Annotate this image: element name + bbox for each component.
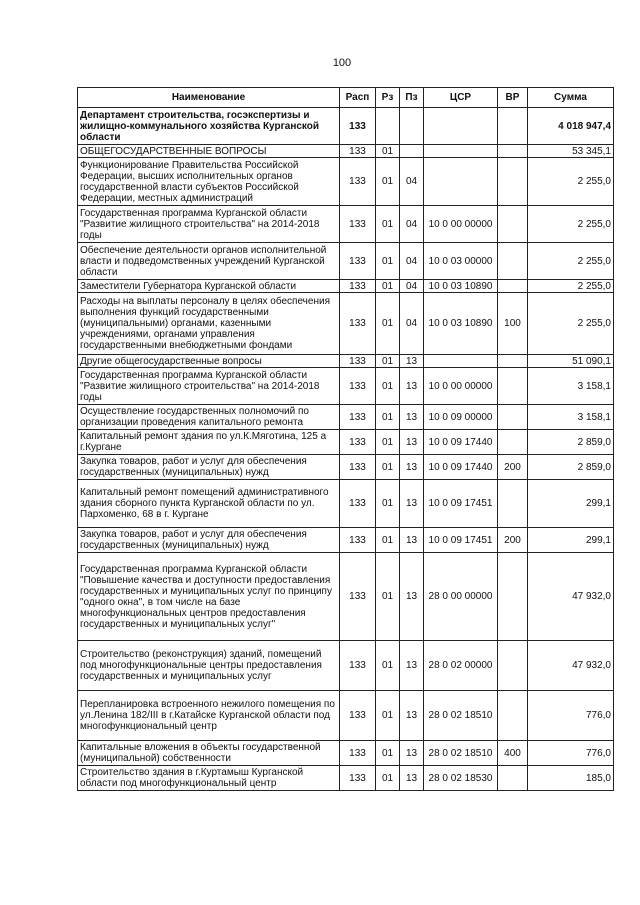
header-name: Наименование: [78, 88, 340, 108]
cell-pz: 04: [400, 293, 424, 355]
cell-rz: 01: [376, 158, 400, 206]
cell-vr: [498, 280, 528, 293]
cell-csr: 10 0 09 00000: [424, 405, 498, 430]
cell-rz: 01: [376, 280, 400, 293]
cell-vr: [498, 766, 528, 791]
cell-rz: 01: [376, 641, 400, 691]
cell-name: Департамент строительства, госэкспертизы и жилищно-коммунального хозяйства Курганской области: [78, 108, 340, 145]
cell-vr: [498, 206, 528, 243]
cell-vr: 200: [498, 528, 528, 553]
cell-vr: 200: [498, 455, 528, 480]
cell-rasp: 133: [340, 455, 376, 480]
cell-sum: 51 090,1: [528, 355, 614, 368]
cell-pz: 13: [400, 480, 424, 528]
cell-vr: [498, 145, 528, 158]
cell-rasp: 133: [340, 553, 376, 641]
cell-sum: 2 255,0: [528, 280, 614, 293]
cell-sum: 2 255,0: [528, 243, 614, 280]
cell-name: Строительство здания в г.Куртамыш Курганской области под многофункциональный центр: [78, 766, 340, 791]
cell-csr: 10 0 09 17440: [424, 430, 498, 455]
cell-name: Другие общегосударственные вопросы: [78, 355, 340, 368]
cell-vr: [498, 158, 528, 206]
header-sum: Сумма: [528, 88, 614, 108]
cell-rasp: 133: [340, 158, 376, 206]
cell-rz: 01: [376, 528, 400, 553]
cell-name: Капитальный ремонт здания по ул.К.Мяготина, 125 а г.Кургане: [78, 430, 340, 455]
cell-rz: 01: [376, 355, 400, 368]
cell-vr: [498, 430, 528, 455]
cell-name: Перепланировка встроенного нежилого помещения по ул.Ленина 182/III в г.Катайске Курганской области под многофункциональный центр: [78, 691, 340, 741]
cell-name: Государственная программа Курганской области "Повышение качества и доступности предоставления государственных и муниципальных услуг по принципу "одного окна", в том числе на базе многофункциональных центров предоставления государственных и муниципальных услуг": [78, 553, 340, 641]
cell-rz: 01: [376, 455, 400, 480]
cell-name: Государственная программа Курганской области "Развитие жилищного строительства" на 2014-2018 годы: [78, 368, 340, 405]
cell-name: Капитальные вложения в объекты государственной (муниципальной) собственности: [78, 741, 340, 766]
cell-rasp: 133: [340, 355, 376, 368]
cell-name: Заместители Губернатора Курганской области: [78, 280, 340, 293]
cell-name: Капитальный ремонт помещений административного здания сборного пункта Курганской области по ул. Пархоменко, 68 в г. Кургане: [78, 480, 340, 528]
cell-sum: 47 932,0: [528, 641, 614, 691]
cell-csr: 10 0 00 00000: [424, 206, 498, 243]
cell-vr: [498, 480, 528, 528]
cell-vr: [498, 355, 528, 368]
cell-sum: 2 859,0: [528, 430, 614, 455]
cell-csr: 10 0 09 17451: [424, 528, 498, 553]
table-row: [78, 641, 614, 691]
cell-sum: 47 932,0: [528, 553, 614, 641]
cell-sum: 2 255,0: [528, 206, 614, 243]
cell-rasp: 133: [340, 480, 376, 528]
cell-rz: 01: [376, 145, 400, 158]
cell-name: Закупка товаров, работ и услуг для обеспечения государственных (муниципальных) нужд: [78, 528, 340, 553]
cell-csr: [424, 145, 498, 158]
cell-pz: 13: [400, 430, 424, 455]
cell-rz: 01: [376, 293, 400, 355]
cell-pz: 13: [400, 691, 424, 741]
cell-rasp: 133: [340, 641, 376, 691]
cell-rasp: 133: [340, 243, 376, 280]
cell-pz: 13: [400, 553, 424, 641]
cell-sum: 776,0: [528, 691, 614, 741]
cell-name: Обеспечение деятельности органов исполнительной власти и подведомственных учреждений Курганской области: [78, 243, 340, 280]
cell-csr: 28 0 02 00000: [424, 641, 498, 691]
cell-sum: 2 859,0: [528, 455, 614, 480]
cell-vr: [498, 368, 528, 405]
table-row: [78, 528, 614, 553]
table-row: [78, 293, 614, 355]
cell-csr: 28 0 00 00000: [424, 553, 498, 641]
table-row: [78, 145, 614, 158]
table-row: [78, 206, 614, 243]
table-row: [78, 355, 614, 368]
cell-csr: 28 0 02 18510: [424, 741, 498, 766]
cell-name: ОБЩЕГОСУДАРСТВЕННЫЕ ВОПРОСЫ: [78, 145, 340, 158]
table-row: [78, 455, 614, 480]
cell-vr: [498, 553, 528, 641]
cell-csr: 10 0 03 10890: [424, 293, 498, 355]
cell-sum: 2 255,0: [528, 293, 614, 355]
table-row: [78, 158, 614, 206]
cell-rasp: 133: [340, 293, 376, 355]
cell-rz: 01: [376, 368, 400, 405]
cell-rasp: 133: [340, 108, 376, 145]
header-vr: ВР: [498, 88, 528, 108]
cell-rasp: 133: [340, 430, 376, 455]
table-header-row: [78, 88, 614, 108]
cell-sum: 299,1: [528, 528, 614, 553]
cell-rasp: 133: [340, 405, 376, 430]
cell-vr: [498, 405, 528, 430]
cell-vr: 100: [498, 293, 528, 355]
cell-pz: 13: [400, 741, 424, 766]
cell-rasp: 133: [340, 528, 376, 553]
cell-pz: [400, 145, 424, 158]
cell-rz: 01: [376, 766, 400, 791]
cell-pz: 13: [400, 766, 424, 791]
cell-pz: 04: [400, 158, 424, 206]
page-number: 100: [332, 57, 352, 69]
cell-rz: 01: [376, 405, 400, 430]
cell-csr: 10 0 09 17440: [424, 455, 498, 480]
table-row: [78, 243, 614, 280]
cell-rasp: 133: [340, 766, 376, 791]
cell-pz: 13: [400, 368, 424, 405]
cell-csr: 10 0 03 00000: [424, 243, 498, 280]
cell-rz: 01: [376, 691, 400, 741]
cell-rz: [376, 108, 400, 145]
table-row: [78, 280, 614, 293]
cell-pz: 04: [400, 280, 424, 293]
table-row: [78, 691, 614, 741]
table-row: [78, 766, 614, 791]
cell-vr: [498, 108, 528, 145]
cell-csr: 10 0 09 17451: [424, 480, 498, 528]
cell-csr: 10 0 03 10890: [424, 280, 498, 293]
header-rz: Рз: [376, 88, 400, 108]
table-row: [78, 108, 614, 145]
header-rasp: Расп: [340, 88, 376, 108]
cell-pz: [400, 108, 424, 145]
cell-rz: 01: [376, 741, 400, 766]
cell-sum: 3 158,1: [528, 405, 614, 430]
cell-rz: 01: [376, 430, 400, 455]
table-row: [78, 430, 614, 455]
cell-pz: 13: [400, 455, 424, 480]
cell-rasp: 133: [340, 741, 376, 766]
cell-sum: 776,0: [528, 741, 614, 766]
cell-rasp: 133: [340, 145, 376, 158]
cell-name: Строительство (реконструкция) зданий, помещений под многофункциональные центры предоставления государственных и муниципальных услуг: [78, 641, 340, 691]
cell-name: Государственная программа Курганской области "Развитие жилищного строительства" на 2014-2018 годы: [78, 206, 340, 243]
cell-rasp: 133: [340, 206, 376, 243]
table-row: [78, 553, 614, 641]
cell-vr: [498, 691, 528, 741]
cell-rz: 01: [376, 206, 400, 243]
header-pz: Пз: [400, 88, 424, 108]
cell-pz: 04: [400, 206, 424, 243]
cell-sum: 299,1: [528, 480, 614, 528]
cell-name: Расходы на выплаты персоналу в целях обеспечения выполнения функций государственными (муниципальными) органами, казенными учреждениями, органами управления государственными внебюджетными фондами: [78, 293, 340, 355]
cell-vr: 400: [498, 741, 528, 766]
cell-pz: 13: [400, 355, 424, 368]
table-row: [78, 741, 614, 766]
cell-name: Функционирование Правительства Российской Федерации, высших исполнительных органов государственной власти субъектов Российской Федерации, местных администраций: [78, 158, 340, 206]
cell-vr: [498, 243, 528, 280]
cell-sum: 2 255,0: [528, 158, 614, 206]
cell-sum: 4 018 947,4: [528, 108, 614, 145]
cell-name: Осуществление государственных полномочий по организации проведения капитального ремонта: [78, 405, 340, 430]
cell-csr: 10 0 00 00000: [424, 368, 498, 405]
table-row: [78, 480, 614, 528]
cell-vr: [498, 641, 528, 691]
cell-csr: 28 0 02 18530: [424, 766, 498, 791]
cell-rasp: 133: [340, 691, 376, 741]
cell-pz: 13: [400, 641, 424, 691]
cell-rasp: 133: [340, 368, 376, 405]
cell-csr: 28 0 02 18510: [424, 691, 498, 741]
cell-rz: 01: [376, 480, 400, 528]
cell-rz: 01: [376, 553, 400, 641]
cell-pz: 13: [400, 528, 424, 553]
cell-csr: [424, 158, 498, 206]
cell-csr: [424, 108, 498, 145]
cell-rasp: 133: [340, 280, 376, 293]
cell-rz: 01: [376, 243, 400, 280]
cell-pz: 13: [400, 405, 424, 430]
table-row: [78, 405, 614, 430]
cell-sum: 53 345,1: [528, 145, 614, 158]
cell-pz: 04: [400, 243, 424, 280]
cell-name: Закупка товаров, работ и услуг для обеспечения государственных (муниципальных) нужд: [78, 455, 340, 480]
cell-sum: 185,0: [528, 766, 614, 791]
table-row: [78, 368, 614, 405]
cell-sum: 3 158,1: [528, 368, 614, 405]
budget-table: [77, 87, 614, 791]
cell-csr: [424, 355, 498, 368]
header-csr: ЦСР: [424, 88, 498, 108]
